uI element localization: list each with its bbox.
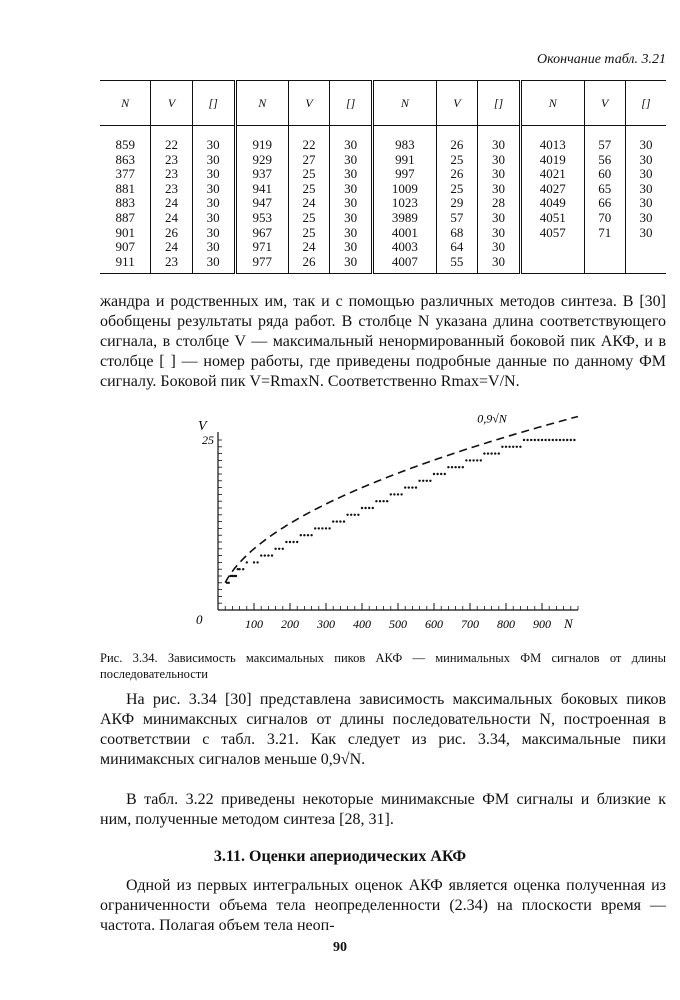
table-cell: 30 xyxy=(492,166,505,182)
table-cell: 30 xyxy=(639,195,653,211)
data-point xyxy=(228,582,230,584)
table-cell: 30 xyxy=(206,137,220,152)
data-point xyxy=(483,452,485,454)
table-cell-column xyxy=(625,126,666,274)
table-cell: 30 xyxy=(492,239,505,255)
table-cell-column xyxy=(584,126,625,274)
table-cell: 27 xyxy=(302,151,316,167)
data-point xyxy=(343,520,345,522)
col-header: [] xyxy=(625,81,666,126)
table-cell: 30 xyxy=(344,195,358,211)
data-point xyxy=(508,446,510,448)
table-cell: 907 xyxy=(115,239,135,255)
table-cell: 30 xyxy=(492,137,505,152)
table-cell: 26 xyxy=(450,137,464,152)
data-point xyxy=(422,480,424,482)
table-cell: 30 xyxy=(344,151,358,167)
table-cell: 4001 xyxy=(391,224,418,240)
table-cell: 30 xyxy=(639,209,653,225)
table-cell: 30 xyxy=(492,253,505,269)
data-point xyxy=(404,486,406,488)
data-point xyxy=(523,439,525,441)
data-point xyxy=(436,473,438,475)
table-cell: 883 xyxy=(115,195,135,211)
data-point xyxy=(552,439,554,441)
data-point xyxy=(498,452,500,454)
data-point xyxy=(530,439,532,441)
table-cell: 26 xyxy=(302,253,316,269)
table-cell: 55 xyxy=(450,253,464,269)
data-point xyxy=(548,439,550,441)
x-axis-label: N xyxy=(564,616,573,631)
x-tick-label: 500 xyxy=(389,617,407,631)
table-cell: 983 xyxy=(395,137,415,152)
data-point xyxy=(411,486,413,488)
table-cell: 30 xyxy=(344,253,358,269)
col-header: N xyxy=(100,81,151,126)
table-cell: 30 xyxy=(344,209,358,225)
scatter-chart xyxy=(190,410,590,640)
table-cell: 22 xyxy=(165,137,179,152)
data-point xyxy=(274,548,276,550)
table-cell: 887 xyxy=(115,209,135,225)
data-point xyxy=(267,554,269,556)
data-point xyxy=(292,541,294,543)
table-cell-column xyxy=(436,126,477,274)
col-header: V xyxy=(151,81,192,126)
table-cell-column xyxy=(192,126,235,274)
col-header: V xyxy=(436,81,477,126)
table-cell: 30 xyxy=(492,224,505,240)
table-cell: 30 xyxy=(206,180,220,196)
data-point xyxy=(465,459,467,461)
table-cell: 947 xyxy=(252,195,272,211)
table-cell: 68 xyxy=(450,224,464,240)
x-tick-label: 200 xyxy=(281,617,299,631)
table-cell: 977 xyxy=(252,253,272,269)
table-cell-column xyxy=(330,126,373,274)
data-point xyxy=(346,514,348,516)
data-point xyxy=(573,439,575,441)
table-cell: 30 xyxy=(344,166,358,182)
data-point xyxy=(408,486,410,488)
data-point xyxy=(541,439,543,441)
paragraph-2: На рис. 3.34 [30] представлена зависимость максимальных боковых пиков АКФ минимаксных сигналов от длины последовательности N, построенная в соответствии с табл. 3.21. Как следует из рис. 3.34, максимальные пики минимаксных сигналов меньше 0,9√N. xyxy=(100,691,666,768)
page-number: 90 xyxy=(333,940,347,955)
table-cell: 64 xyxy=(450,239,464,255)
data-point xyxy=(307,534,309,536)
data-point xyxy=(418,480,420,482)
data-point xyxy=(390,493,392,495)
table-cell: 30 xyxy=(344,239,358,255)
col-header: N xyxy=(235,81,288,126)
table-cell: 4007 xyxy=(391,253,418,269)
data-point xyxy=(570,439,572,441)
data-point xyxy=(382,500,384,502)
table-cell: 24 xyxy=(165,209,179,225)
table-cell-column xyxy=(151,126,192,274)
table-cell: 30 xyxy=(206,224,220,240)
table-cell: 30 xyxy=(344,224,358,240)
data-point xyxy=(440,473,442,475)
data-point xyxy=(555,439,557,441)
table-cell: 25 xyxy=(302,180,316,196)
table-body-row xyxy=(100,126,666,274)
table-cell: 30 xyxy=(639,137,653,152)
data-point xyxy=(325,527,327,529)
data-point xyxy=(469,459,471,461)
x-tick-label: 400 xyxy=(353,617,371,631)
table-cell: 70 xyxy=(598,209,612,225)
table-cell: 23 xyxy=(165,253,179,269)
table-cell-column xyxy=(235,126,288,274)
data-point xyxy=(415,486,417,488)
data-point xyxy=(454,466,456,468)
data-point xyxy=(310,534,312,536)
x-tick-label: 900 xyxy=(533,617,551,631)
table-cell: 24 xyxy=(302,195,316,211)
x-tick-label: 600 xyxy=(425,617,443,631)
y-axis-label: V xyxy=(198,419,207,434)
paragraph-1: жандра и родственных им, так и с помощью различных методов синтеза. В [30] обобщены результаты ряда работ. В столбце N указана длина соответствующего сигнала, в столбце V — максимальный ненормированный боковой пик АКФ, и в столбце [ ] — номер работы, где приведены подробные данные по данному ФМ сигналу. Боковой пик V=RmaxN. Соответственно Rmax=V/N. xyxy=(100,293,666,390)
data-point xyxy=(357,514,359,516)
table-cell: 30 xyxy=(206,195,220,211)
data-point xyxy=(350,514,352,516)
table-cell: 1009 xyxy=(391,180,418,196)
data-point xyxy=(386,500,388,502)
table-cell: 1023 xyxy=(391,195,418,211)
data-point xyxy=(472,459,474,461)
data-point xyxy=(235,575,237,577)
table-cell: 30 xyxy=(639,151,653,167)
data-point xyxy=(393,493,395,495)
table-cell: 30 xyxy=(206,151,220,167)
table-cell: 4013 xyxy=(539,137,566,152)
data-point xyxy=(487,452,489,454)
table-cell: 377 xyxy=(115,166,135,182)
table-cell: 911 xyxy=(115,253,135,269)
y-tick-label: 25 xyxy=(202,433,214,447)
col-header: [] xyxy=(478,81,521,126)
data-point xyxy=(512,446,514,448)
table-cell-column xyxy=(100,126,151,274)
data-point xyxy=(490,452,492,454)
table-cell: 30 xyxy=(206,166,220,182)
table-cell: 30 xyxy=(639,224,653,240)
table-cell: 3989 xyxy=(391,209,418,225)
data-point xyxy=(379,500,381,502)
table-cell: 997 xyxy=(395,166,415,182)
data-point xyxy=(318,527,320,529)
data-point xyxy=(516,446,518,448)
table-cell: 30 xyxy=(492,151,505,167)
data-point xyxy=(559,439,561,441)
col-header: V xyxy=(288,81,329,126)
data-point xyxy=(476,459,478,461)
table-cell: 26 xyxy=(165,224,179,240)
data-point xyxy=(278,548,280,550)
data-point xyxy=(462,466,464,468)
section-title: 3.11. Оценки апериодических АКФ xyxy=(213,848,467,865)
table-cell: 26 xyxy=(450,166,464,182)
table-cell: 60 xyxy=(598,166,612,182)
data-point xyxy=(285,541,287,543)
table-cell: 30 xyxy=(639,166,653,182)
data-point xyxy=(368,507,370,509)
col-header: N xyxy=(520,81,584,126)
table-cell: 66 xyxy=(598,195,612,211)
data-point xyxy=(364,507,366,509)
table-cell: 25 xyxy=(302,166,316,182)
table-cell: 24 xyxy=(165,195,179,211)
table-cell: 4003 xyxy=(391,239,418,255)
data-point xyxy=(537,439,539,441)
table-cell: 971 xyxy=(252,239,272,255)
table-cell: 56 xyxy=(598,151,612,167)
data-point xyxy=(332,520,334,522)
data-point xyxy=(296,541,298,543)
table-cell: 863 xyxy=(115,151,135,167)
data-point xyxy=(375,500,377,502)
data-point xyxy=(256,561,258,563)
data-point xyxy=(354,514,356,516)
data-point xyxy=(271,554,273,556)
table-cell: 953 xyxy=(252,209,272,225)
table-cell: 937 xyxy=(252,166,272,182)
data-point xyxy=(458,466,460,468)
table-cell-column xyxy=(478,126,521,274)
data-point xyxy=(260,554,262,556)
table-cell: 25 xyxy=(302,224,316,240)
data-point xyxy=(242,568,244,570)
data-point xyxy=(501,446,503,448)
table-cell: 57 xyxy=(450,209,464,225)
data-point xyxy=(314,527,316,529)
table-continuation-label: Окончание табл. 3.21 xyxy=(537,52,666,67)
x-tick-label: 300 xyxy=(317,617,335,631)
data-point xyxy=(447,466,449,468)
x-tick-label: 800 xyxy=(497,617,515,631)
data-point xyxy=(429,480,431,482)
table-cell: 65 xyxy=(598,180,612,196)
col-header: [] xyxy=(192,81,235,126)
table-cell: 25 xyxy=(450,151,464,167)
table-cell: 941 xyxy=(252,180,272,196)
table-cell: 23 xyxy=(165,180,179,196)
data-point xyxy=(562,439,564,441)
bound-curve xyxy=(225,417,578,583)
data-table xyxy=(100,80,666,274)
table-cell: 4049 xyxy=(539,195,566,211)
table-cell: 30 xyxy=(206,239,220,255)
table-header-row xyxy=(100,81,666,126)
x-tick-label: 100 xyxy=(245,617,263,631)
table-cell: 919 xyxy=(252,137,272,152)
data-point xyxy=(336,520,338,522)
table-cell: 929 xyxy=(252,151,272,167)
data-point xyxy=(566,439,568,441)
curve-label: 0,9√N xyxy=(477,411,507,426)
table-cell: 23 xyxy=(165,166,179,182)
table-cell: 28 xyxy=(492,195,505,211)
data-point xyxy=(300,534,302,536)
data-point xyxy=(544,439,546,441)
data-point xyxy=(328,527,330,529)
data-point xyxy=(282,548,284,550)
data-point xyxy=(264,554,266,556)
table-cell: 4027 xyxy=(539,180,566,196)
data-point xyxy=(289,541,291,543)
table-cell: 991 xyxy=(395,151,415,167)
data-point xyxy=(505,446,507,448)
table-cell-column xyxy=(373,126,437,274)
paragraph-3: В табл. 3.22 приведены некоторые минимаксные ФМ сигналы и близкие к ним, полученные методом синтеза [28, 31]. xyxy=(100,791,666,828)
table-cell: 57 xyxy=(598,137,612,152)
data-point xyxy=(480,459,482,461)
data-point xyxy=(519,446,521,448)
table-cell: 29 xyxy=(450,195,464,211)
table-cell: 4051 xyxy=(539,209,566,225)
col-header: V xyxy=(584,81,625,126)
table-cell: 881 xyxy=(115,180,135,196)
data-point xyxy=(494,452,496,454)
table-cell: 859 xyxy=(115,137,135,152)
data-point xyxy=(253,561,255,563)
table-cell-column xyxy=(520,126,584,274)
paragraph-4: Одной из первых интегральных оценок АКФ является оценка полученная из ограниченности объема тела неопределенности (2.34) на плоскости время — частота. Полагая объем тела неоп- xyxy=(100,877,666,934)
data-point xyxy=(400,493,402,495)
table-cell: 30 xyxy=(206,253,220,269)
table-cell: 30 xyxy=(206,209,220,225)
table-cell: 30 xyxy=(344,137,358,152)
table-cell: 30 xyxy=(639,180,653,196)
origin-label: 0 xyxy=(196,612,203,627)
table-cell: 25 xyxy=(450,180,464,196)
table-cell: 4019 xyxy=(539,151,566,167)
data-point xyxy=(372,507,374,509)
data-point xyxy=(303,534,305,536)
data-point xyxy=(526,439,528,441)
table-cell-column xyxy=(288,126,329,274)
table-cell: 24 xyxy=(302,239,316,255)
table-cell: 967 xyxy=(252,224,272,240)
data-point xyxy=(433,473,435,475)
col-header: [] xyxy=(330,81,373,126)
table-cell: 30 xyxy=(492,209,505,225)
table-cell: 901 xyxy=(115,224,135,240)
table-cell: 22 xyxy=(302,137,316,152)
table-cell: 23 xyxy=(165,151,179,167)
data-point xyxy=(444,473,446,475)
table-cell: 25 xyxy=(302,209,316,225)
data-point xyxy=(361,507,363,509)
table-cell: 71 xyxy=(598,224,612,240)
data-point xyxy=(534,439,536,441)
figure-caption: Рис. 3.34. Зависимость максимальных пиков АКФ — минимальных ФМ сигналов от длины последовательности xyxy=(100,651,666,681)
table-cell: 30 xyxy=(344,180,358,196)
table-cell: 30 xyxy=(492,180,505,196)
table-cell: 4057 xyxy=(539,224,566,240)
data-point xyxy=(321,527,323,529)
table-cell: 24 xyxy=(165,239,179,255)
data-point xyxy=(426,480,428,482)
col-header: N xyxy=(373,81,437,126)
x-tick-label: 700 xyxy=(461,617,479,631)
data-point xyxy=(238,568,240,570)
data-point xyxy=(397,493,399,495)
data-point xyxy=(451,466,453,468)
data-point xyxy=(246,561,248,563)
table-cell: 4021 xyxy=(539,166,566,182)
data-point xyxy=(339,520,341,522)
